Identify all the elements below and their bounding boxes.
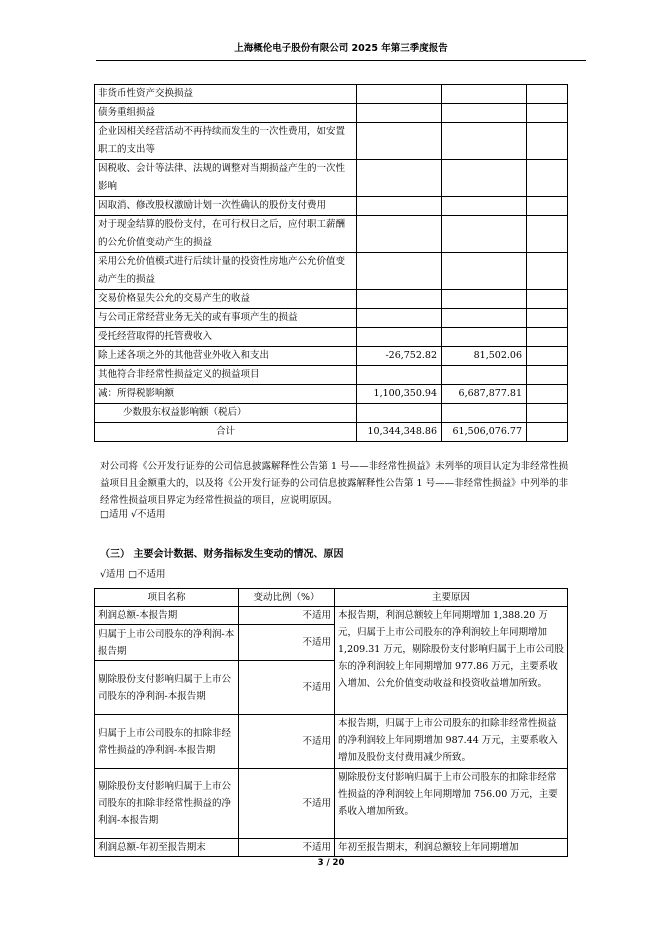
value-current: 1,100,350.94 <box>357 385 442 404</box>
table-row <box>95 160 568 197</box>
value-ytd <box>442 197 527 216</box>
header-main-reason: 主要原因 <box>335 589 568 607</box>
main-reason: 本报告期，利润总额较上年同期增加 1,388.20 万元，归属于上市公司股东的净利润较上年同期增加 1,209.31 万元，剔除股份支付影响归属于上市公司股东的净利润较上年同期增加 977.86 万元，主要系收入增加、公允价值变动收益和投资收益增加所致。 <box>335 607 568 715</box>
value-current <box>357 404 442 423</box>
change-ratio: 不适用 <box>239 769 335 839</box>
row-label: 与公司正常经营业务无关的或有事项产生的损益 <box>95 309 357 328</box>
table-row <box>95 123 568 160</box>
value-ytd <box>442 123 527 160</box>
note-cell <box>527 328 568 347</box>
value-current <box>357 197 442 216</box>
table-row <box>95 309 568 328</box>
change-ratio: 不适用 <box>239 715 335 769</box>
value-ytd <box>442 404 527 423</box>
row-label: 除上述各项之外的其他营业外收入和支出 <box>95 347 357 366</box>
value-ytd: 61,506,076.77 <box>442 423 527 442</box>
change-ratio: 不适用 <box>239 661 335 715</box>
value-current <box>357 160 442 197</box>
row-label: 采用公允价值模式进行后续计量的投资性房地产公允价值变动产生的损益 <box>95 253 357 290</box>
row-label: 受托经营取得的托管费收入 <box>95 328 357 347</box>
table-row <box>95 366 568 385</box>
item-name: 归属于上市公司股东的净利润-本报告期 <box>95 625 239 661</box>
note-cell <box>527 85 568 104</box>
row-label: 企业因相关经营活动不再持续而发生的一次性费用，如安置职工的支出等 <box>95 123 357 160</box>
change-reasons-table <box>94 588 568 857</box>
table-row <box>95 423 568 442</box>
applicability-check-2: √适用 □不适用 <box>100 569 166 580</box>
table-row <box>95 197 568 216</box>
explanation-paragraph: 对公司将《公开发行证券的公司信息披露解释性公告第 1 号——非经常性损益》未列举的项目认定为非经常性损益项目且金额重大的，以及将《公开发行证券的公司信息披露解释性公告第 1 号——非经常性损益》中列举的非经常性损益项目界定为经常性损益的项目，应说明原因。 <box>100 461 569 506</box>
row-label: 其他符合非经常性损益定义的损益项目 <box>95 366 357 385</box>
value-current <box>357 104 442 123</box>
note-cell <box>527 366 568 385</box>
table-row <box>95 85 568 104</box>
table-row <box>95 290 568 309</box>
value-current <box>357 328 442 347</box>
value-ytd: 81,502.06 <box>442 347 527 366</box>
item-name: 利润总额-本报告期 <box>95 607 239 625</box>
change-ratio: 不适用 <box>239 607 335 625</box>
note-cell <box>527 423 568 442</box>
value-current: -26,752.82 <box>357 347 442 366</box>
table-row <box>95 253 568 290</box>
value-ytd <box>442 328 527 347</box>
value-current: 10,344,348.86 <box>357 423 442 442</box>
note-cell <box>527 216 568 253</box>
page-number: 3 / 20 <box>317 858 345 868</box>
value-ytd <box>442 85 527 104</box>
header-divider <box>96 60 586 61</box>
note-cell <box>527 253 568 290</box>
row-label: 交易价格显失公允的交易产生的收益 <box>95 290 357 309</box>
value-ytd <box>442 160 527 197</box>
page-header: 上海概伦电子股份有限公司 2025 年第三季度报告 <box>234 43 448 54</box>
row-label: 债务重组损益 <box>95 104 357 123</box>
row-label: 对于现金结算的股份支付，在可行权日之后，应付职工薪酬的公允价值变动产生的损益 <box>95 216 357 253</box>
row-label: 合计 <box>95 423 357 442</box>
change-ratio: 不适用 <box>239 839 335 857</box>
value-current <box>357 123 442 160</box>
note-cell <box>527 347 568 366</box>
row-label: 因税收、会计等法律、法规的调整对当期损益产生的一次性影响 <box>95 160 357 197</box>
change-ratio: 不适用 <box>239 625 335 661</box>
main-reason: 年初至报告期末，利润总额较上年同期增加 <box>335 839 568 857</box>
value-ytd: 6,687,877.81 <box>442 385 527 404</box>
note-cell <box>527 290 568 309</box>
section-title: （三） 主要会计数据、财务指标发生变动的情况、原因 <box>100 549 344 560</box>
table-row <box>95 104 568 123</box>
item-name: 利润总额-年初至报告期末 <box>95 839 239 857</box>
note-cell <box>527 309 568 328</box>
value-ytd <box>442 104 527 123</box>
header-item-name: 项目名称 <box>95 589 239 607</box>
value-current <box>357 366 442 385</box>
applicability-check-1: □适用 √不适用 <box>100 509 166 520</box>
note-cell <box>527 197 568 216</box>
table-row <box>95 347 568 366</box>
main-reason: 本报告期，归属于上市公司股东的扣除非经常性损益的净利润较上年同期增加 987.44 万元，主要系收入增加及股份支付费用减少所致。 <box>335 715 568 769</box>
non-recurring-gains-table <box>94 84 568 442</box>
note-cell <box>527 404 568 423</box>
value-current <box>357 85 442 104</box>
item-name: 剔除股份支付影响归属于上市公司股东的净利润-本报告期 <box>95 661 239 715</box>
row-label: 因取消、修改股权激励计划一次性确认的股份支付费用 <box>95 197 357 216</box>
table-row <box>95 328 568 347</box>
value-ytd <box>442 309 527 328</box>
note-cell <box>527 104 568 123</box>
value-ytd <box>442 216 527 253</box>
row-label: 减：所得税影响额 <box>95 385 357 404</box>
value-ytd <box>442 366 527 385</box>
header-change-ratio: 变动比例（%） <box>239 589 335 607</box>
row-label: 非货币性资产交换损益 <box>95 85 357 104</box>
note-cell <box>527 123 568 160</box>
value-current <box>357 216 442 253</box>
note-cell <box>527 385 568 404</box>
table-row <box>95 385 568 404</box>
value-current <box>357 309 442 328</box>
value-ytd <box>442 253 527 290</box>
item-name: 剔除股份支付影响归属于上市公司股东的扣除非经常性损益的净利润-本报告期 <box>95 769 239 839</box>
value-current <box>357 253 442 290</box>
item-name: 归属于上市公司股东的扣除非经常性损益的净利润-本报告期 <box>95 715 239 769</box>
note-cell <box>527 160 568 197</box>
main-reason: 剔除股份支付影响归属于上市公司股东的扣除非经常性损益的净利润较上年同期增加 756.00 万元，主要系收入增加所致。 <box>335 769 568 839</box>
value-ytd <box>442 290 527 309</box>
row-label: 少数股东权益影响额（税后） <box>95 404 357 423</box>
table-row <box>95 404 568 423</box>
value-current <box>357 290 442 309</box>
table-row <box>95 216 568 253</box>
